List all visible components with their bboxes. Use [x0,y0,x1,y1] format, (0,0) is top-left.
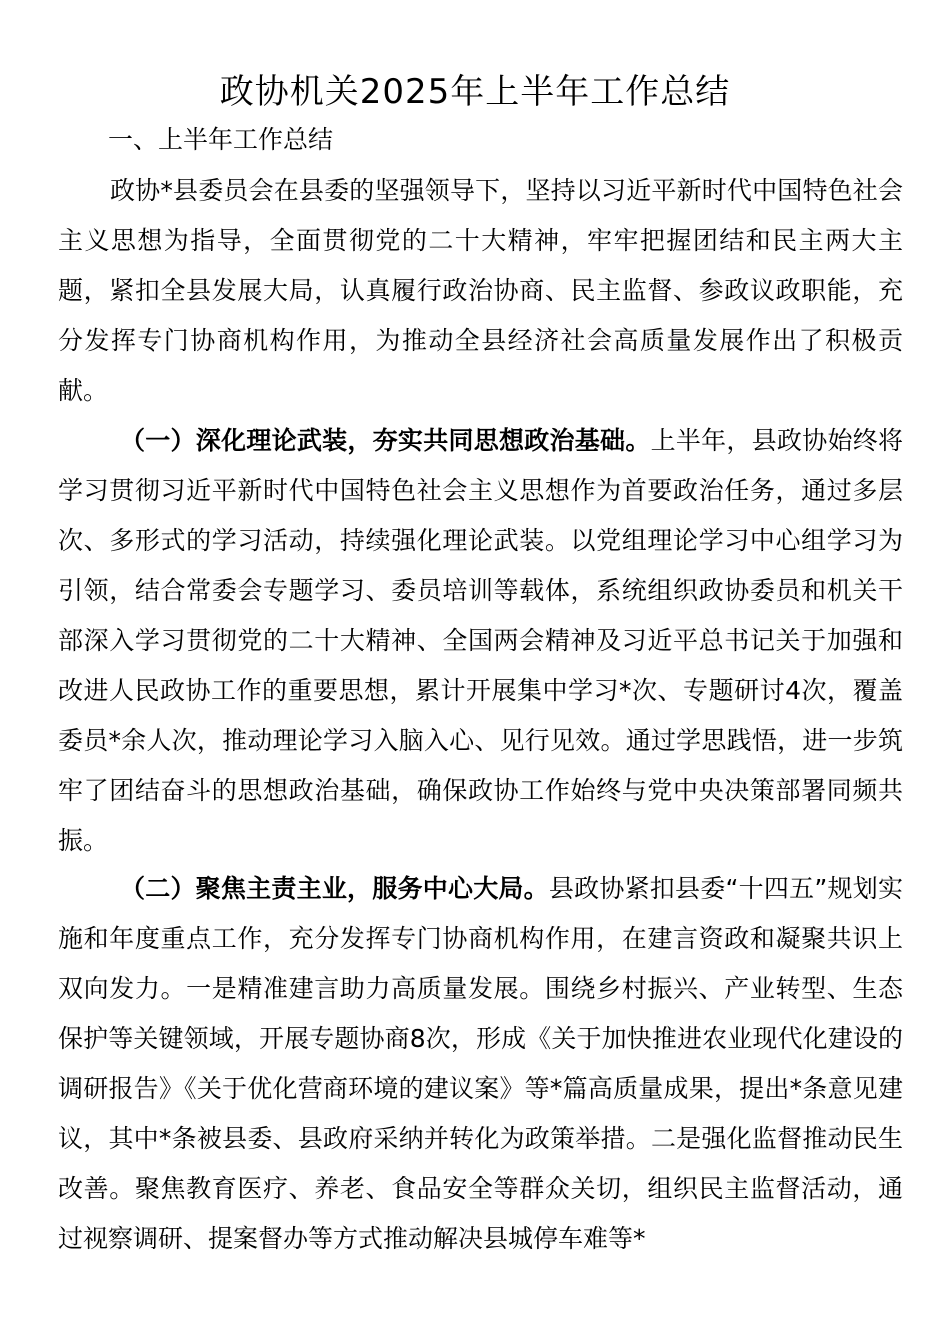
paragraph-theory-body: 上半年，县政协始终将学习贯彻习近平新时代中国特色社会主义思想作为首要政治任务，通过多层次、多形式的学习活动，持续强化理论武装。以党组理论学习中心组学习为引领，结合常委会专题学习、委员培训等载体，系统组织政协委员和机关干部深入学习贯彻党的二十大精神、全国两会精神及习近平总书记关于加强和改进人民政协工作的重要思想，累计开展集中学习*次、专题研讨4次，覆盖委员*余人次，推动理论学习入脑入心、见行见效。通过学思践悟，进一步筑牢了团结奋斗的思想政治基础，确保政协工作始终与党中央决策部署同频共振。 [58,426,903,855]
paragraph-theory [58,416,903,866]
document-title: 政协机关2025年上半年工作总结 [219,72,731,112]
section-heading: 一、上半年工作总结 [108,125,334,154]
paragraph-service-lead: （二）聚焦主责主业，服务中心大局。 [120,874,549,903]
paragraph-service-body: 县政协紧扣县委“十四五”规划实施和年度重点工作，充分发挥专门协商机构作用，在建言资政和凝聚共识上双向发力。一是精准建言助力高质量发展。围绕乡村振兴、产业转型、生态保护等关键领域，开展专题协商8次，形成《关于加快推进农业现代化建设的调研报告》《关于优化营商环境的建议案》等*篇高质量成果，提出*条意见建议，其中*条被县委、县政府采纳并转化为政策举措。二是强化监督推动民生改善。聚焦教育医疗、养老、食品安全等群众关切，组织民主监督活动，通过视察调研、提案督办等方式推动解决县城停车难等* [58,874,903,1253]
paragraph-intro-body: 政协*县委员会在县委的坚强领导下，坚持以习近平新时代中国特色社会主义思想为指导，全面贯彻党的二十大精神，牢牢把握团结和民主两大主题，紧扣全县发展大局，认真履行政治协商、民主监督、参政议政职能，充分发挥专门协商机构作用，为推动全县经济社会高质量发展作出了积极贡献。 [58,176,903,405]
paragraph-theory-lead: （一）深化理论武装，夯实共同思想政治基础。 [120,426,651,455]
paragraph-intro [58,166,903,416]
paragraph-service [58,864,903,1264]
